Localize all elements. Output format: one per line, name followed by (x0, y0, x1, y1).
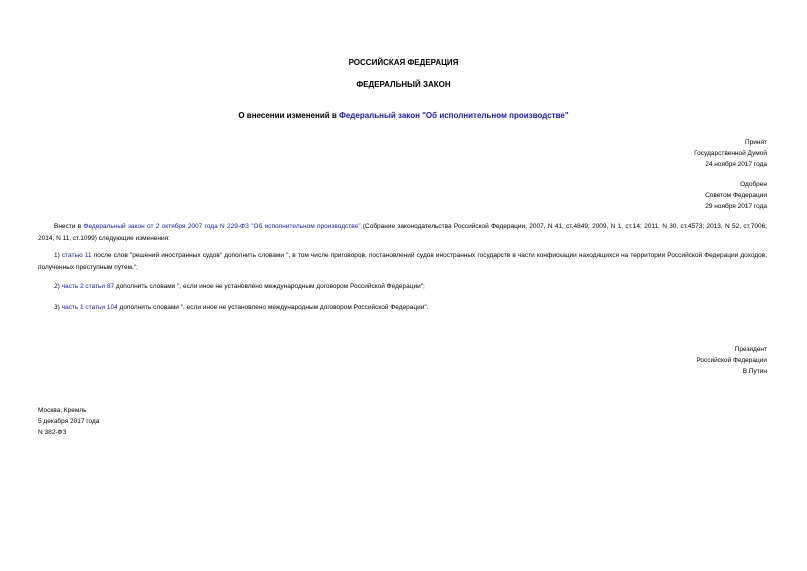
footer-block (38, 405, 99, 438)
item-number: 1) (54, 252, 62, 259)
approved-date: 29 ноября 2017 года (705, 203, 767, 210)
item-link[interactable]: статью 11 (61, 252, 92, 259)
adopted-body: Государственной Думой (694, 150, 767, 157)
intro-paragraph (38, 221, 767, 244)
signature-block (696, 344, 767, 377)
country-heading: РОССИЙСКАЯ ФЕДЕРАЦИЯ (348, 58, 459, 67)
approved-block (705, 179, 767, 212)
doc-type-heading: ФЕДЕРАЛЬНЫЙ ЗАКОН (356, 80, 451, 89)
adopted-label: Принят (744, 139, 767, 146)
item-text: дополнить словами ", если иное не установлено международным договором Российской Федерации". (117, 304, 429, 311)
adopted-date: 24 ноября 2017 года (705, 161, 767, 168)
signature-name: В.Путин (742, 368, 767, 375)
law-title-prefix: О внесении изменений в (238, 111, 340, 120)
item-text: дополнить словами ", если иное не установлено международным договором Российской Федерации"; (114, 283, 425, 290)
item-text: после слов "решений иностранных судов" дополнить словами ", в том числе приговоров, постановлений судов иностранных государств в части конфискации находящихся на территории Российской Федерации доходов, полученных преступным путем,"; (38, 252, 768, 271)
intro-rest: (Собрание законодательства Российской Федерации, 2007, N 41, ст.4849; 2009, N 1, ст.14; 2011, N 30, ст.4573; 2013, N 52, ст.7006; 2014, N 11, ст.1099) следующие изменения: (38, 223, 767, 242)
approved-body: Советом Федерации (705, 192, 767, 199)
signature-country: Российской Федерации (696, 357, 767, 364)
amendment-item-3 (38, 302, 767, 314)
footer-date: 5 декабря 2017 года (38, 418, 100, 425)
footer-number: N 382-ФЗ (38, 429, 67, 436)
intro-prefix: Внести в (54, 223, 84, 230)
footer-place: Москва, Кремль (38, 407, 87, 414)
law-title-link[interactable]: Федеральный закон "Об исполнительном производстве" (339, 111, 569, 120)
adopted-block (694, 137, 767, 170)
item-link[interactable]: часть 1 статьи 104 (61, 304, 118, 311)
signature-title: Президент (734, 346, 767, 353)
item-number: 2) (54, 283, 62, 290)
law-title (0, 111, 807, 121)
intro-law-link[interactable]: Федеральный закон от 2 октября 2007 года N 229-ФЗ "Об исполнительном производстве" (83, 223, 361, 230)
item-number: 3) (54, 304, 62, 311)
amendment-item-2 (38, 281, 767, 293)
approved-label: Одобрен (740, 181, 767, 188)
amendment-item-1 (38, 250, 767, 273)
item-link[interactable]: часть 2 статьи 87 (61, 283, 115, 290)
